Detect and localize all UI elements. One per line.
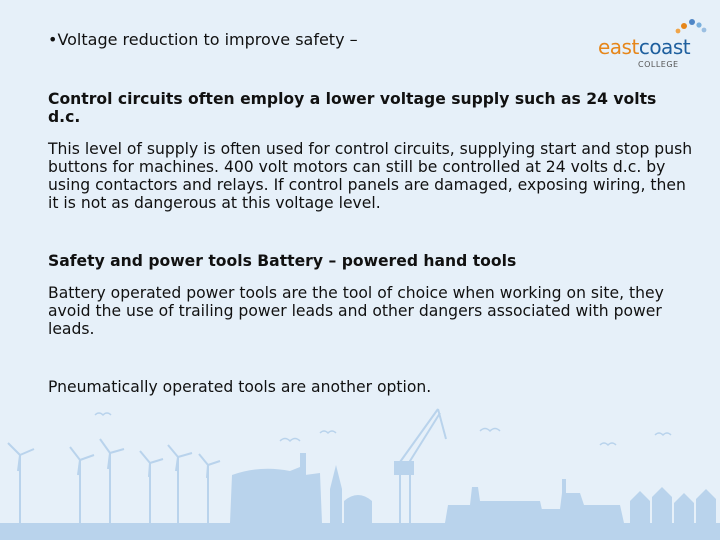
east-coast-college-logo (596, 16, 716, 72)
section-1-heading: Control circuits often employ a lower voltage supply such as 24 volts d.c. (48, 90, 657, 126)
slide-title: •Voltage reduction to improve safety – (48, 30, 358, 49)
logo-college-text: COLLEGE (638, 60, 679, 69)
bird-icon (95, 413, 671, 445)
closing-text: Pneumatically operated tools are another option. (48, 378, 432, 396)
coastal-skyline-illustration (0, 405, 720, 540)
logo-coast-text: coast (638, 35, 691, 59)
section-2-body: Battery operated power tools are the tool of choice when working on site, they avoid the use of trailing power leads and other dangers associated with power leads. (48, 284, 664, 338)
slide-content (48, 90, 693, 396)
logo-east-text: east (598, 35, 639, 59)
section-2-heading: Safety and power tools Battery – powered hand tools (48, 252, 517, 270)
wind-turbine-icon (8, 439, 220, 523)
section-1-body: This level of supply is often used for control circuits, supplying start and stop push buttons for machines. 400 volt motors can still be controlled at 24 volts d.c. by using contactors and relays. If control panels are damaged, exposing wiring, then it is not as dangerous at this voltage level. (48, 140, 693, 212)
logo-wordmark (598, 36, 690, 58)
